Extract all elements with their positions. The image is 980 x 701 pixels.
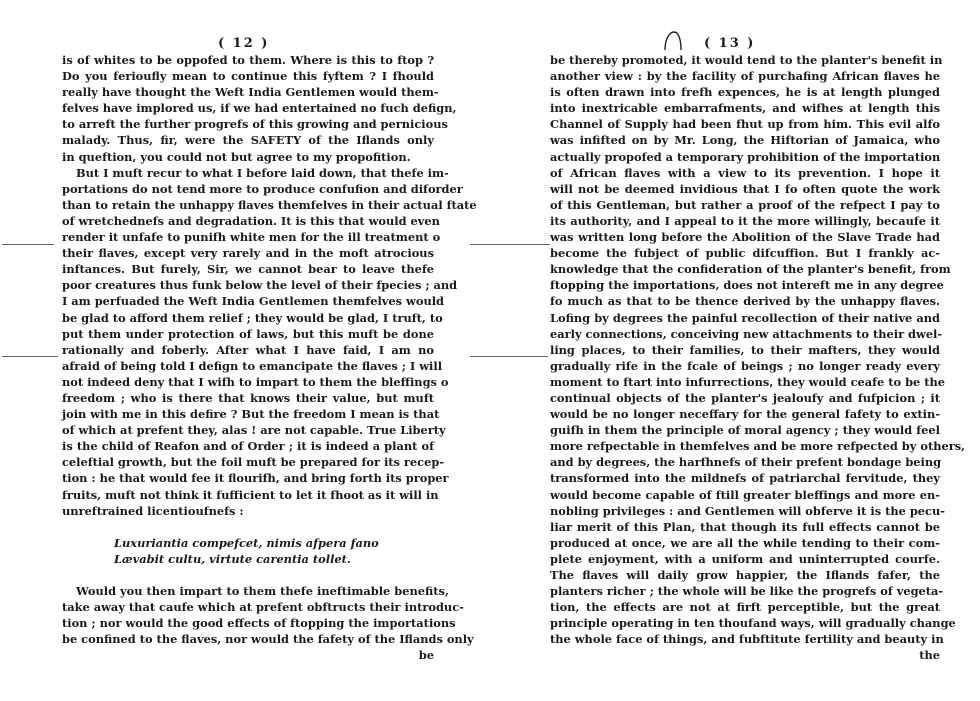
page-number: ( 12 ) [218,36,270,51]
text-line: would become capable of ftill greater bleffings and more en- [550,487,940,502]
text-line: of African flaves with a view to its prevention. I hope it [550,165,940,180]
text-line: Would you then impart to them thefe ineftimable benefits, [76,584,449,599]
text-line: Do you ferioufly mean to continue this fyftem ? I fhould [62,69,434,84]
text-line: ftopping the importations, does not intereft me in any degree [550,278,944,293]
text-line: transformed into the mildnefs of patriarchal fervitude, they [550,471,940,486]
blank-line [62,567,434,583]
text-line: was infifted on by Mr. Long, the Hiftorian of Jamaica, who [550,133,940,148]
text-line: guifh in them the principle of moral agency ; they would feel [550,423,940,438]
text-line: join with me in this defire ? But the freedom I mean is that [62,407,440,422]
text-line: put them under protection of laws, but this muft be done [62,326,434,341]
blank-line [62,519,434,535]
text-line: planters richer ; the whole will be like the progrefs of vegeta- [550,584,944,599]
text-line: into inextricable embarrafments, and wifhes at length this [550,101,940,116]
page-text [62,52,477,664]
text-line: really have thought the Weft India Gentlemen would them- [62,85,439,100]
text-line: fruits, muft not think it fufficient to let it fhoot as it will in [62,487,439,502]
right-page [490,0,980,701]
text-line: rationally and foberly. After what I have faid, I am no [62,342,434,357]
text-line: was written long before the Abolition of the Slave Trade had [550,230,940,245]
verse-line: Luxuriantia compefcet, nimis afpera fano [114,535,379,550]
verse-line: Lævabit cultu, virtute carentia tollet. [114,551,351,566]
text-line: portations do not tend more to produce confufion and diforder [62,181,463,196]
text-line: than to retain the unhappy flaves themfelves in their actual ftate [62,197,477,212]
text-line: But I muft recur to what I before laid down, that thefe im- [76,165,449,180]
text-line: of wretchednefs and degradation. It is this that would even [62,213,440,228]
text-line: I am perfuaded the Weft India Gentlemen themfelves would [62,294,445,309]
text-line: principle operating in ten thoufand ways, will gradually change [550,616,956,631]
text-line: of which at prefent they, alas ! are not capable. True Liberty [62,423,446,438]
text-line: not indeed deny that I wifh to impart to them the bleffings o [62,374,449,389]
text-line: afraid of being told I defign to emancipate the flaves ; I will [62,358,443,373]
text-line: will not be deemed invidious that I fo often quote the work [550,181,940,196]
text-line: ling places, to their families, to their mafters, they would [550,342,940,357]
text-line: of this Gentleman, but rather a proof of the refpect I pay to [550,197,940,212]
text-line: become the fubject of public difcuffion. But I frankly ac- [550,246,940,261]
pencil-mark-icon [662,30,684,52]
text-line: nobling privileges : and Gentlemen will obferve it is the pecu- [550,503,945,518]
text-line: another view : by the facility of purchafing African flaves he [550,69,940,84]
text-line: unreftrained licentioufnefs : [62,503,244,518]
text-line: felves have implored us, if we had entertained no fuch defign, [62,101,457,116]
text-line: more refpectable in themfelves and be more refpected by others, [550,439,966,454]
text-line: is the child of Reafon and of Order ; it is indeed a plant of [62,439,434,454]
text-line: knowledge that the confideration of the planter's benefit, from [550,262,951,277]
text-line: be thereby promoted, it would tend to the planter's benefit in [550,53,943,67]
text-line: early connections, conceiving new attachments to their dwel- [550,326,943,341]
text-line: in queftion, you could not but agree to my propofition. [62,149,411,164]
stray-line [2,356,58,357]
text-line: tion ; nor would the good effects of ftopping the importations [62,616,456,631]
text-line: inftances. But furely, Sir, we cannot bear to leave thefe [62,262,434,277]
text-line: their flaves, except very rarely and in the moft atrocious [62,246,434,261]
stray-line [470,244,550,245]
text-line: malady. Thus, fir, were the SAFETY of the Iflands only [62,133,434,148]
text-line: produced at once, we are all the while tending to their com- [550,535,940,550]
text-line: take away that caufe which at prefent obftructs their introduc- [62,600,464,615]
text-line: poor creatures thus funk below the level of their fpecies ; and [62,278,458,293]
text-line: liar merit of this Plan, that though its full effects cannot be [550,519,940,534]
text-line: celeftial growth, but the foil muft be prepared for its recep- [62,455,445,470]
text-line: moment to ftart into infurrections, they would ceafe to be the [550,374,946,389]
text-line: tion, the effects are not at firft perceptible, but the great [550,600,940,615]
text-line: render it unfafe to punifh white men for the ill treatment o [62,230,441,245]
catchword: the [919,648,940,663]
text-line: plete enjoyment, with a uniform and uninterrupted courfe. [550,551,940,566]
text-line: continual objects of the planter's jealoufy and fufpicion ; it [550,390,940,405]
text-line: be glad to afford them relief ; they would be glad, I truft, to [62,310,443,325]
text-line: be confined to the flaves, nor would the fafety of the Iflands only [62,632,474,647]
text-line: the whole face of things, and fubftitute fertility and beauty in [550,632,944,647]
text-line: and by degrees, the harfhnefs of their prefent bondage being [550,455,942,470]
text-line: actually propofed a temporary prohibition of the importation [550,149,941,164]
text-line: is often drawn into frefh expences, he is at length plunged [550,85,940,100]
stray-line [2,244,54,245]
text-line: freedom ; who is there that knows their value, but muft [62,390,434,405]
text-line: fo much as that to be thence derived by the unhappy flaves. [550,294,940,309]
text-line: would be no longer neceffary for the general fafety to extin- [550,407,940,422]
text-line: The flaves will daily grow happier, the Iflands fafer, the [550,568,940,582]
text-line: is of whites to be oppofed to them. Where is this to ftop ? [62,53,434,67]
text-line: to arreft the further progrefs of this growing and pernicious [62,117,448,132]
text-line: Channel of Supply had been fhut up from him. This evil alfo [550,117,940,132]
stray-line [470,356,548,357]
catchword: be [418,648,434,663]
text-line: tion : he that would fee it flourifh, and bring forth its proper [62,471,449,486]
text-line: gradually rife in the fcale of beings ; no longer ready every [550,358,940,373]
text-line: its authority, and I appeal to it the more willingly, becaufe it [550,213,940,228]
page-number: ( 13 ) [704,36,756,51]
text-line: Lofing by degrees the painful recollection of their native and [550,310,940,325]
page-text [550,52,966,664]
